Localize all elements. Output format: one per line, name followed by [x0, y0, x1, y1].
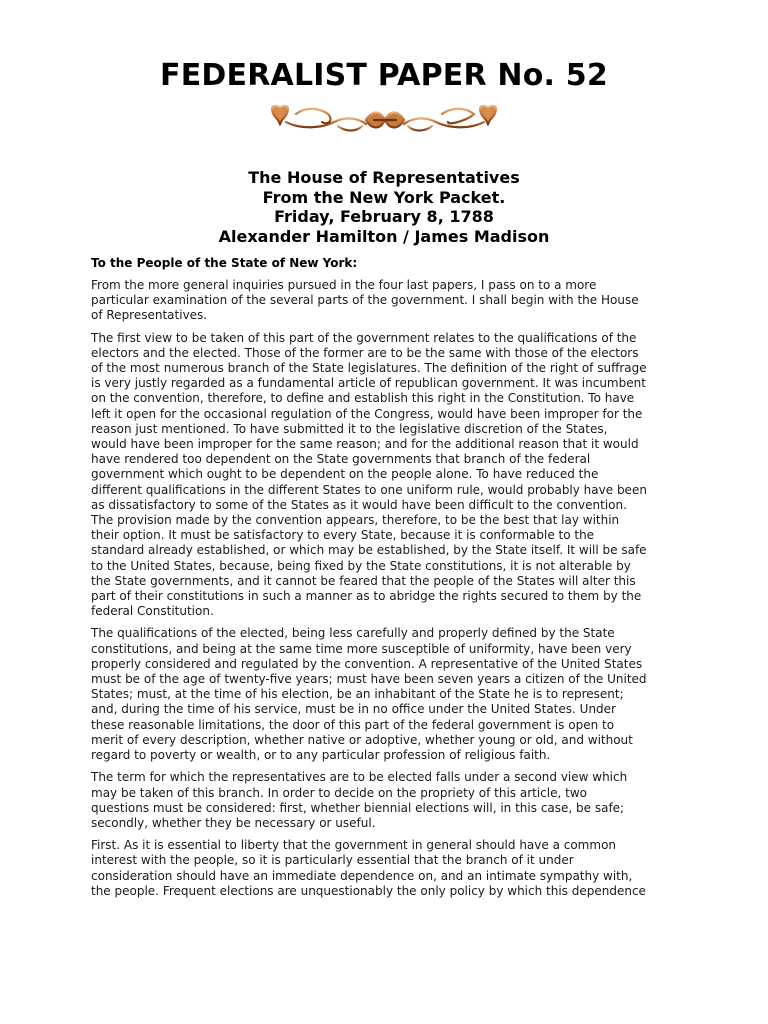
paragraph-line: merit of every description, whether native or adoptive, whether young or old, and without: [91, 732, 633, 747]
paragraph-line: the people. Frequent elections are unquestionably the only policy by which this dependence: [91, 883, 646, 898]
paragraph-line: regard to poverty or wealth, or to any particular profession of religious faith.: [91, 748, 551, 763]
paragraph-line: part of their constitutions in such a manner as to abridge the rights secured to them by the: [91, 589, 642, 604]
paragraph-line: From the more general inquiries pursued in the four last papers, I pass on to a more: [91, 278, 597, 292]
paragraph-line: government which ought to be dependent on the people alone. To have reduced the: [91, 467, 599, 482]
paragraph-line: federal Constitution.: [91, 604, 214, 619]
paragraph-line: constitutions, and being at the same time more susceptible of uniformity, have been very: [91, 641, 632, 656]
paragraph-line: States; must, at the time of his election, be an inhabitant of the State he is to represent;: [91, 687, 624, 702]
paragraph-line: as dissatisfactory to some of the States as it would have been difficult to the convention.: [91, 497, 627, 512]
paragraph-line: interest with the people, so it is particularly essential that the branch of it under: [91, 853, 574, 868]
paper-subtitle: The House of Representatives: [248, 168, 520, 187]
paragraph: [91, 770, 683, 831]
body-text: [91, 278, 683, 906]
paragraph: [91, 838, 683, 899]
paragraph-line: may be taken of this branch. In order to decide on the propriety of this article, two: [91, 785, 587, 800]
paragraph-line: secondly, whether they be necessary or useful.: [91, 815, 376, 830]
paragraph-line: electors and the elected. Those of the former are to be the same with those of the electors: [91, 345, 639, 360]
paragraph-line: consideration should have an immediate dependence on, and an intimate sympathy with,: [91, 868, 633, 883]
paragraph-line: of Representatives.: [91, 308, 208, 323]
paragraph-line: The term for which the representatives are to be elected falls under a second view which: [91, 770, 628, 785]
paragraph-line: standard already established, or which may be established, by the State itself. It will be safe: [91, 543, 647, 558]
paragraph: [91, 626, 683, 763]
paragraph-line: left it open for the occasional regulation of the Congress, would have been improper for the: [91, 406, 643, 421]
paragraph-line: First. As it is essential to liberty that the government in general should have a common: [91, 838, 617, 853]
paper-source: From the New York Packet.: [262, 187, 506, 207]
paragraph-line: have rendered too dependent on the State governments that branch of the federal: [91, 452, 591, 467]
paper-heading: [0, 168, 768, 246]
paragraph-line: their option. It must be satisfactory to every State, because it is conformable to the: [91, 528, 595, 543]
paragraph-line: to the United States, because, being fixed by the State constitutions, it is not alterable by: [91, 558, 631, 573]
paragraph-line: is very justly regarded as a fundamental article of republican government. It was incumbent: [91, 376, 646, 391]
page-title: FEDERALIST PAPER No. 52: [160, 58, 608, 93]
paper-date: Friday, February 8, 1788: [274, 207, 494, 226]
salutation: To the People of the State of New York:: [91, 256, 358, 270]
paragraph-line: of the most numerous branch of the State legislatures. The definition of the right of suffrage: [91, 361, 647, 376]
paragraph-line: different qualifications in the different States to one uniform rule, would probably have been: [91, 482, 647, 497]
paragraph-line: The qualifications of the elected, being less carefully and properly defined by the State: [91, 626, 615, 641]
paragraph-line: questions must be considered: first, whether biennial elections will, in this case, be safe;: [91, 800, 625, 815]
decorative-flourish-divider-icon: [262, 100, 508, 140]
paragraph-line: The first view to be taken of this part of the government relates to the qualifications of the: [91, 330, 637, 345]
paragraph-line: these reasonable limitations, the door of this part of the federal government is open to: [91, 717, 615, 732]
paragraph-line: properly considered and regulated by the convention. A representative of the United States: [91, 656, 643, 671]
paragraph-line: The provision made by the convention appears, therefore, to be the best that lay within: [91, 513, 620, 528]
paragraph-line: must be of the age of twenty-five years; must have been seven years a citizen of the United: [91, 672, 647, 687]
paper-authors: Alexander Hamilton / James Madison: [218, 226, 550, 246]
paragraph: [91, 278, 683, 324]
paragraph-line: on the convention, therefore, to define and establish this right in the Constitution. To have: [91, 391, 635, 406]
paragraph-line: reason just mentioned. To have submitted it to the legislative discretion of the States,: [91, 421, 608, 436]
paragraph-line: particular examination of the several parts of the government. I shall begin with the House: [91, 293, 639, 308]
paragraph: [91, 331, 683, 620]
paragraph-line: would have been improper for the same reason; and for the additional reason that it would: [91, 437, 639, 452]
paragraph-line: and, during the time of his service, must be in no office under the United States. Under: [91, 702, 616, 717]
paragraph-line: the State governments, and it cannot be feared that the people of the States will alter this: [91, 573, 636, 588]
